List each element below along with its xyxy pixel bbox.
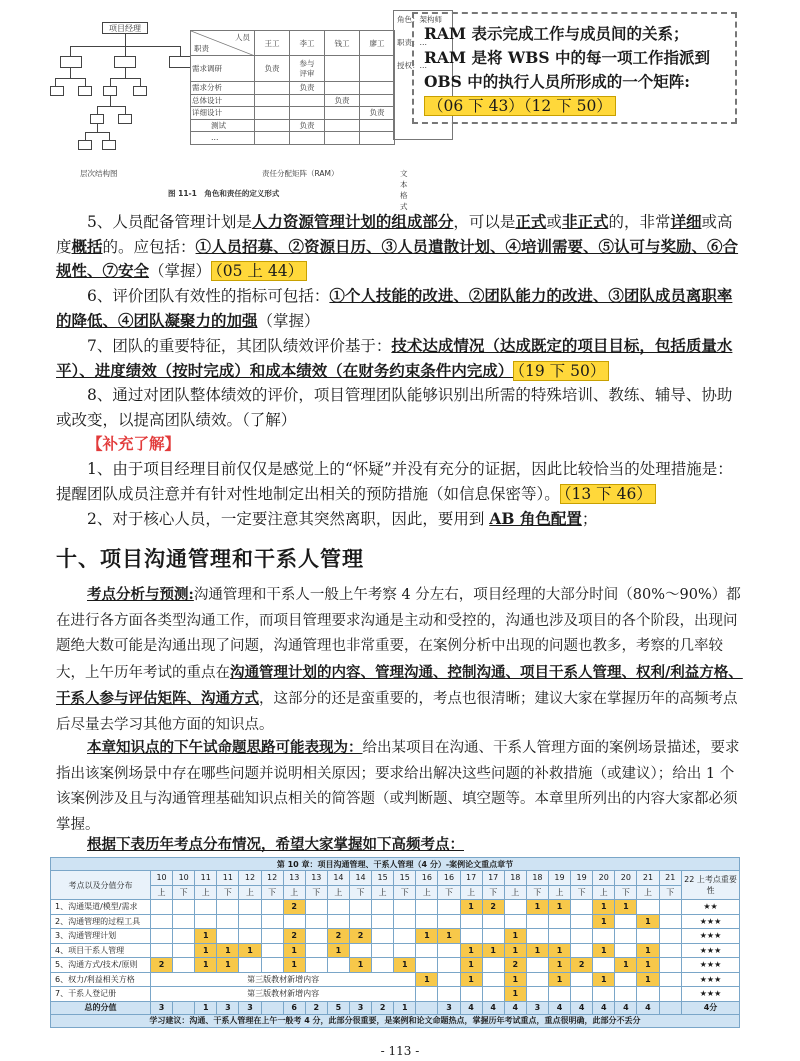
table-title: 第 10 章：项目沟通管理、干系人管理（4 分）-案例论文重点章节 xyxy=(51,858,740,871)
score-cell xyxy=(173,914,195,929)
score-cell xyxy=(173,900,195,915)
score-cell xyxy=(482,929,504,944)
total-cell: 4 xyxy=(482,1001,504,1014)
row-topic: 2、沟通管理的过程工具 xyxy=(51,914,151,929)
score-cell xyxy=(261,929,283,944)
score-cell: 2 xyxy=(327,929,349,944)
score-cell xyxy=(637,900,659,915)
supplement-item-2: 2、对于核心人员，一定要注意其突然离职，因此，要用到 AB 角色配置； xyxy=(87,509,598,528)
score-cell xyxy=(305,943,327,958)
total-cell: 4 xyxy=(548,1001,570,1014)
exam-ref-badge: （05 上 44） xyxy=(211,261,307,281)
score-cell xyxy=(571,914,593,929)
score-cell: 2 xyxy=(283,900,305,915)
score-cell xyxy=(217,914,239,929)
score-cell xyxy=(327,958,349,973)
figure-title: 图 11-1 角色和责任的定义形式 xyxy=(168,189,280,198)
score-cell xyxy=(571,987,593,1002)
score-cell: 1 xyxy=(615,900,637,915)
total-cell xyxy=(659,1001,681,1014)
score-cell xyxy=(659,914,681,929)
total-cell: 1 xyxy=(195,1001,217,1014)
score-cell: 1 xyxy=(593,943,615,958)
score-cell: 1 xyxy=(482,943,504,958)
total-cell: 4 xyxy=(637,1001,659,1014)
score-cell xyxy=(416,900,438,915)
score-cell xyxy=(261,943,283,958)
importance-stars: ★★★ xyxy=(682,929,740,944)
table-row xyxy=(51,943,740,958)
score-cell: 1 xyxy=(283,943,305,958)
score-cell xyxy=(283,914,305,929)
score-cell xyxy=(195,900,217,915)
total-cell: 3 xyxy=(151,1001,173,1014)
score-cell: 1 xyxy=(593,972,615,987)
ram-corner: 人员 职责 xyxy=(191,31,255,56)
exam-ref-badge: （06 下 43）（12 下 50） xyxy=(424,96,616,116)
score-cell xyxy=(217,900,239,915)
score-cell xyxy=(659,958,681,973)
score-cell xyxy=(615,987,637,1002)
score-cell xyxy=(239,929,261,944)
table-row xyxy=(51,958,740,973)
score-cell xyxy=(615,929,637,944)
score-cell xyxy=(571,929,593,944)
total-cell: 2 xyxy=(372,1001,394,1014)
total-cell: 4 xyxy=(460,1001,482,1014)
org-node xyxy=(78,86,92,96)
table-corner: 考点以及分值分布 xyxy=(51,871,151,900)
org-node xyxy=(133,86,147,96)
score-cell xyxy=(438,958,460,973)
importance-stars: ★★★ xyxy=(682,943,740,958)
ram-person: 廖工 xyxy=(360,31,395,56)
ram-caption: 责任分配矩阵（RAM） xyxy=(262,169,339,178)
score-cell xyxy=(571,900,593,915)
score-cell: 1 xyxy=(504,943,526,958)
score-cell xyxy=(305,900,327,915)
score-cell xyxy=(504,900,526,915)
score-cell xyxy=(305,929,327,944)
score-cell: 1 xyxy=(593,914,615,929)
total-cell: 3 xyxy=(526,1001,548,1014)
score-cell xyxy=(438,972,460,987)
score-cell xyxy=(637,987,659,1002)
total-cell xyxy=(416,1001,438,1014)
total-importance: 4分 xyxy=(682,1001,740,1014)
score-cell xyxy=(526,987,548,1002)
paragraph-5: 5、人员配备管理计划是人力资源管理计划的组成部分，可以是正式或非正式的，非常详细或高度概括的。应包括：①人员招募、②资源日历、③人员遣散计划、④培训需要、⑤认可与奖励、⑥合规性、⑦安全（掌握） （05 上 44） xyxy=(56,212,739,280)
score-cell xyxy=(526,958,548,973)
score-cell xyxy=(261,958,283,973)
total-cell xyxy=(261,1001,283,1014)
row-topic: 7、干系人登记册 xyxy=(51,987,151,1002)
table-row xyxy=(51,929,740,944)
score-cell xyxy=(659,987,681,1002)
score-cell xyxy=(239,958,261,973)
score-cell: 1 xyxy=(615,958,637,973)
total-cell: 4 xyxy=(615,1001,637,1014)
paragraph-6: 6、评价团队有效性的指标可包括：①个人技能的改进、②团队能力的改进、③团队成员离职率的降低、④团队凝聚力的加强（掌握） xyxy=(56,286,733,330)
score-cell: 1 xyxy=(548,943,570,958)
score-cell: 1 xyxy=(195,943,217,958)
afternoon-paragraph: 本章知识点的下午试命题思路可能表现为：给出某项目在沟通、干系人管理方面的案例场景描述，要求指出该案例场景中存在哪些问题并说明相关原因；要求给出解决这些问题的补救措施（或建议）；给出 1 个该案例涉及且与沟通管理基础知识点相关的简答题（或判断题、填空题等。本章里所列出的内容大家都必须掌握。 xyxy=(56,739,740,833)
row-note: 第三版教材新增内容 xyxy=(151,987,416,1002)
score-cell: 1 xyxy=(460,958,482,973)
section-heading: 十、项目沟通管理和干系人管理 xyxy=(56,546,364,571)
score-cell xyxy=(151,900,173,915)
score-cell xyxy=(438,943,460,958)
score-cell: 1 xyxy=(416,929,438,944)
score-cell: 1 xyxy=(460,972,482,987)
ram-person: 钱工 xyxy=(325,31,360,56)
score-cell xyxy=(372,929,394,944)
score-cell xyxy=(659,929,681,944)
score-cell: 1 xyxy=(637,958,659,973)
score-cell: 1 xyxy=(416,972,438,987)
score-cell xyxy=(438,987,460,1002)
role-responsibility-figure xyxy=(50,0,442,211)
text-format-box: 角色：架构师 职责：… 授权：… xyxy=(393,10,453,140)
row-topic: 6、权力/利益相关方格 xyxy=(51,972,151,987)
score-cell xyxy=(460,914,482,929)
score-cell: 1 xyxy=(460,943,482,958)
ram-person: 王工 xyxy=(255,31,290,56)
score-cell: 1 xyxy=(504,929,526,944)
score-cell: 1 xyxy=(548,972,570,987)
exam-ref-badge: （19 下 50） xyxy=(513,361,609,381)
score-cell xyxy=(416,958,438,973)
org-node xyxy=(103,86,117,96)
total-cell: 3 xyxy=(438,1001,460,1014)
score-cell: 1 xyxy=(438,929,460,944)
score-cell xyxy=(151,914,173,929)
score-cell: 1 xyxy=(548,900,570,915)
paragraph-8: 8、通过对团队整体绩效的评价，项目管理团队能够识别出所需的特殊培训、教练、辅导、协助或改变，以提高团队绩效。（了解） xyxy=(56,386,733,429)
score-cell xyxy=(593,958,615,973)
org-chart-caption: 层次结构图 xyxy=(80,169,118,178)
importance-header: 22 上考点重要性 xyxy=(682,871,740,900)
score-cell xyxy=(239,914,261,929)
text-format-caption: 文本格式 xyxy=(400,169,408,211)
score-cell xyxy=(548,987,570,1002)
ram-person: 李工 xyxy=(290,31,325,56)
score-cell: 2 xyxy=(504,958,526,973)
score-cell: 1 xyxy=(239,943,261,958)
analysis-paragraph: 考点分析与预测:沟通管理和干系人一般上午考察 4 分左右，项目经理的大部分时间（80%～90%）都在进行各方面各类型沟通工作，而项目管理要求沟通是主动和受控的，沟通也涉及项目的各个阶段，出现问题绝大数可能是沟通出现了问题，沟通管理也非常重要，在案例分析中出现的问题也教多，考察的几率较大，上午历年考试的重点在沟通管理计划的内容、管理沟通、控制沟通、项目干系人管理、权利/利益方格、干系人参与评估矩阵、沟通方式，这部分的还是蛮重要的，考点也很清晰；建议大家在掌握历年的高频考点后尽量去学习其他方面的知识点。 xyxy=(56,586,743,733)
score-cell xyxy=(394,929,416,944)
score-cell xyxy=(305,914,327,929)
total-label: 总的分值 xyxy=(51,1001,151,1014)
org-node xyxy=(78,140,92,150)
org-node xyxy=(118,114,132,124)
score-cell xyxy=(571,943,593,958)
score-cell xyxy=(548,914,570,929)
score-cell xyxy=(349,943,371,958)
org-node xyxy=(114,56,136,68)
org-node xyxy=(102,140,116,150)
score-cell xyxy=(482,987,504,1002)
importance-stars: ★★★ xyxy=(682,958,740,973)
score-cell xyxy=(460,929,482,944)
total-cell: 6 xyxy=(283,1001,305,1014)
score-cell xyxy=(173,943,195,958)
score-cell xyxy=(349,914,371,929)
score-cell xyxy=(482,958,504,973)
score-cell: 1 xyxy=(217,943,239,958)
score-cell xyxy=(460,987,482,1002)
row-topic: 4、项目干系人管理 xyxy=(51,943,151,958)
table-intro: 根据下表历年考点分布情况，希望大家掌握如下高频考点： xyxy=(87,836,464,853)
score-cell: 1 xyxy=(195,958,217,973)
score-cell xyxy=(261,914,283,929)
score-cell: 1 xyxy=(327,943,349,958)
table-row xyxy=(51,900,740,915)
total-cell: 4 xyxy=(504,1001,526,1014)
exam-ref-badge: （13 下 46） xyxy=(560,484,656,504)
score-cell xyxy=(593,929,615,944)
score-cell xyxy=(659,900,681,915)
importance-stars: ★★★ xyxy=(682,972,740,987)
total-cell xyxy=(173,1001,195,1014)
score-cell: 1 xyxy=(548,958,570,973)
org-root-node: 项目经理 xyxy=(102,22,148,34)
study-advice: 学习建议：沟通、干系人管理在上午一般考 4 分，此部分很重要，是案例和论文命题热点，掌握历年考试重点，重点很明确，此部分不丢分 xyxy=(51,1014,740,1027)
score-cell xyxy=(173,958,195,973)
org-node xyxy=(90,114,104,124)
score-cell xyxy=(526,929,548,944)
score-cell xyxy=(615,914,637,929)
score-cell xyxy=(438,914,460,929)
score-cell xyxy=(571,972,593,987)
org-node xyxy=(50,86,64,96)
row-topic: 3、沟通管理计划 xyxy=(51,929,151,944)
score-cell xyxy=(416,943,438,958)
score-cell xyxy=(615,943,637,958)
table-row xyxy=(51,987,740,1002)
score-cell xyxy=(482,972,504,987)
score-cell xyxy=(372,943,394,958)
org-node xyxy=(169,56,191,68)
score-cell: 1 xyxy=(504,987,526,1002)
score-cell xyxy=(327,914,349,929)
score-cell xyxy=(615,972,637,987)
score-cell xyxy=(394,914,416,929)
score-cell xyxy=(416,914,438,929)
exam-distribution-table: 第 10 章：项目沟通管理、干系人管理（4 分）-案例论文重点章节 考点以及分值分布 10 10 11 11 12 12 13 13 14 14 15 15 16 16 17 17 18 18 19 19 20 20 21 21 22 上考点重要性 上 下 上 下 上 下 上 下 上 下 上 下 上 下 上 下 上 下 上 下 上 下 上 下 1、沟通渠道/模型/需求 2 1 2 1 1 1 1 ★★ 2、沟通管理的过程工具 1 1 ★★★ 3、沟通管理计划 1 2 2 2 1 1 1 ★★★ 4、项目干系人管理 1 1 1 1 1 1 1 1 1 1 1 1 ★★★ 5、沟通方式/技术/原则 2 1 1 1 1 1 1 2 1 2 1 1 ★★★ 6、权力/利益相关方格 第三版教材新增内容 1 1 1 1 1 1 ★★★ 7、干系人登记册 第三版教材新增内容 1 ★★★ 总的分值 3 1 3 3 6 2 5 3 2 1 3 4 4 4 3 4 4 4 4 4 4分 学习建议：沟通、干系人管理在上午一般考 4 分，此部分很重要，是案例和论文命题热点，掌握历年考试重点，重点很明确，此部分不丢分 xyxy=(50,857,740,1028)
score-cell: 1 xyxy=(283,958,305,973)
page-number: - 113 - xyxy=(380,1044,420,1058)
score-cell xyxy=(327,900,349,915)
total-cell: 1 xyxy=(394,1001,416,1014)
score-cell xyxy=(151,943,173,958)
score-cell xyxy=(372,958,394,973)
row-topic: 5、沟通方式/技术/原则 xyxy=(51,958,151,973)
score-cell: 1 xyxy=(217,958,239,973)
score-cell: 2 xyxy=(571,958,593,973)
score-cell xyxy=(416,987,438,1002)
score-cell xyxy=(526,914,548,929)
score-cell xyxy=(548,929,570,944)
score-cell xyxy=(394,943,416,958)
score-cell xyxy=(659,943,681,958)
score-cell: 1 xyxy=(195,929,217,944)
score-cell: 1 xyxy=(637,972,659,987)
importance-stars: ★★★ xyxy=(682,987,740,1002)
total-cell: 4 xyxy=(593,1001,615,1014)
score-cell xyxy=(239,900,261,915)
score-cell: 2 xyxy=(482,900,504,915)
total-cell: 4 xyxy=(571,1001,593,1014)
row-topic: 1、沟通渠道/模型/需求 xyxy=(51,900,151,915)
score-cell xyxy=(217,929,239,944)
score-cell xyxy=(659,972,681,987)
ram-note-box: RAM 表示完成工作与成员间的关系； RAM 是将 WBS 中的每一项工作指派到 OBS 中的执行人员所形成的一个矩阵: （06 下 43）（12 下 50） xyxy=(412,12,737,124)
score-cell xyxy=(504,914,526,929)
score-cell: 1 xyxy=(504,972,526,987)
score-cell: 1 xyxy=(526,943,548,958)
score-cell: 1 xyxy=(593,900,615,915)
paragraph-7: 7、团队的重要特征，其团队绩效评价基于：技术达成情况（达成既定的项目目标，包括质量水平）、进度绩效（按时完成）和成本绩效（在财务约束条件内完成） （19 下 50） xyxy=(56,336,733,380)
score-cell xyxy=(637,929,659,944)
score-cell xyxy=(372,900,394,915)
score-cell xyxy=(173,929,195,944)
score-cell: 1 xyxy=(637,943,659,958)
score-cell xyxy=(305,958,327,973)
score-cell: 2 xyxy=(151,958,173,973)
score-cell xyxy=(526,972,548,987)
score-cell: 1 xyxy=(460,900,482,915)
ram-matrix: 人员 职责 王工 李工 钱工 廖工 需求调研 负责 参与 评审 需求分析 负责 总体设计 负责 详细设计 负责 测试 负责 … xyxy=(190,30,395,145)
score-cell xyxy=(482,914,504,929)
score-cell xyxy=(394,900,416,915)
total-cell: 3 xyxy=(217,1001,239,1014)
score-cell: 2 xyxy=(349,929,371,944)
total-cell: 5 xyxy=(327,1001,349,1014)
table-row xyxy=(51,914,740,929)
score-cell xyxy=(151,929,173,944)
importance-stars: ★★ xyxy=(682,900,740,915)
score-cell xyxy=(593,987,615,1002)
supplement-heading: 【补充了解】 xyxy=(87,434,181,453)
table-row xyxy=(51,972,740,987)
score-cell xyxy=(261,900,283,915)
score-cell xyxy=(372,914,394,929)
org-node xyxy=(60,56,82,68)
score-cell: 1 xyxy=(526,900,548,915)
score-cell: 2 xyxy=(283,929,305,944)
row-note: 第三版教材新增内容 xyxy=(151,972,416,987)
total-cell: 2 xyxy=(305,1001,327,1014)
score-cell xyxy=(195,914,217,929)
supplement-item-1: 1、由于项目经理目前仅仅是感觉上的“怀疑”并没有充分的证据，因此比较恰当的处理措施是：提醒团队成员注意并有针对性地制定出相关的预防措施（如信息保密等）。 （13 下 46） xyxy=(56,460,733,503)
score-cell xyxy=(349,900,371,915)
score-cell: 1 xyxy=(637,914,659,929)
score-cell xyxy=(438,900,460,915)
score-cell: 1 xyxy=(394,958,416,973)
importance-stars: ★★★ xyxy=(682,914,740,929)
total-cell: 3 xyxy=(349,1001,371,1014)
total-cell: 3 xyxy=(239,1001,261,1014)
score-cell: 1 xyxy=(349,958,371,973)
